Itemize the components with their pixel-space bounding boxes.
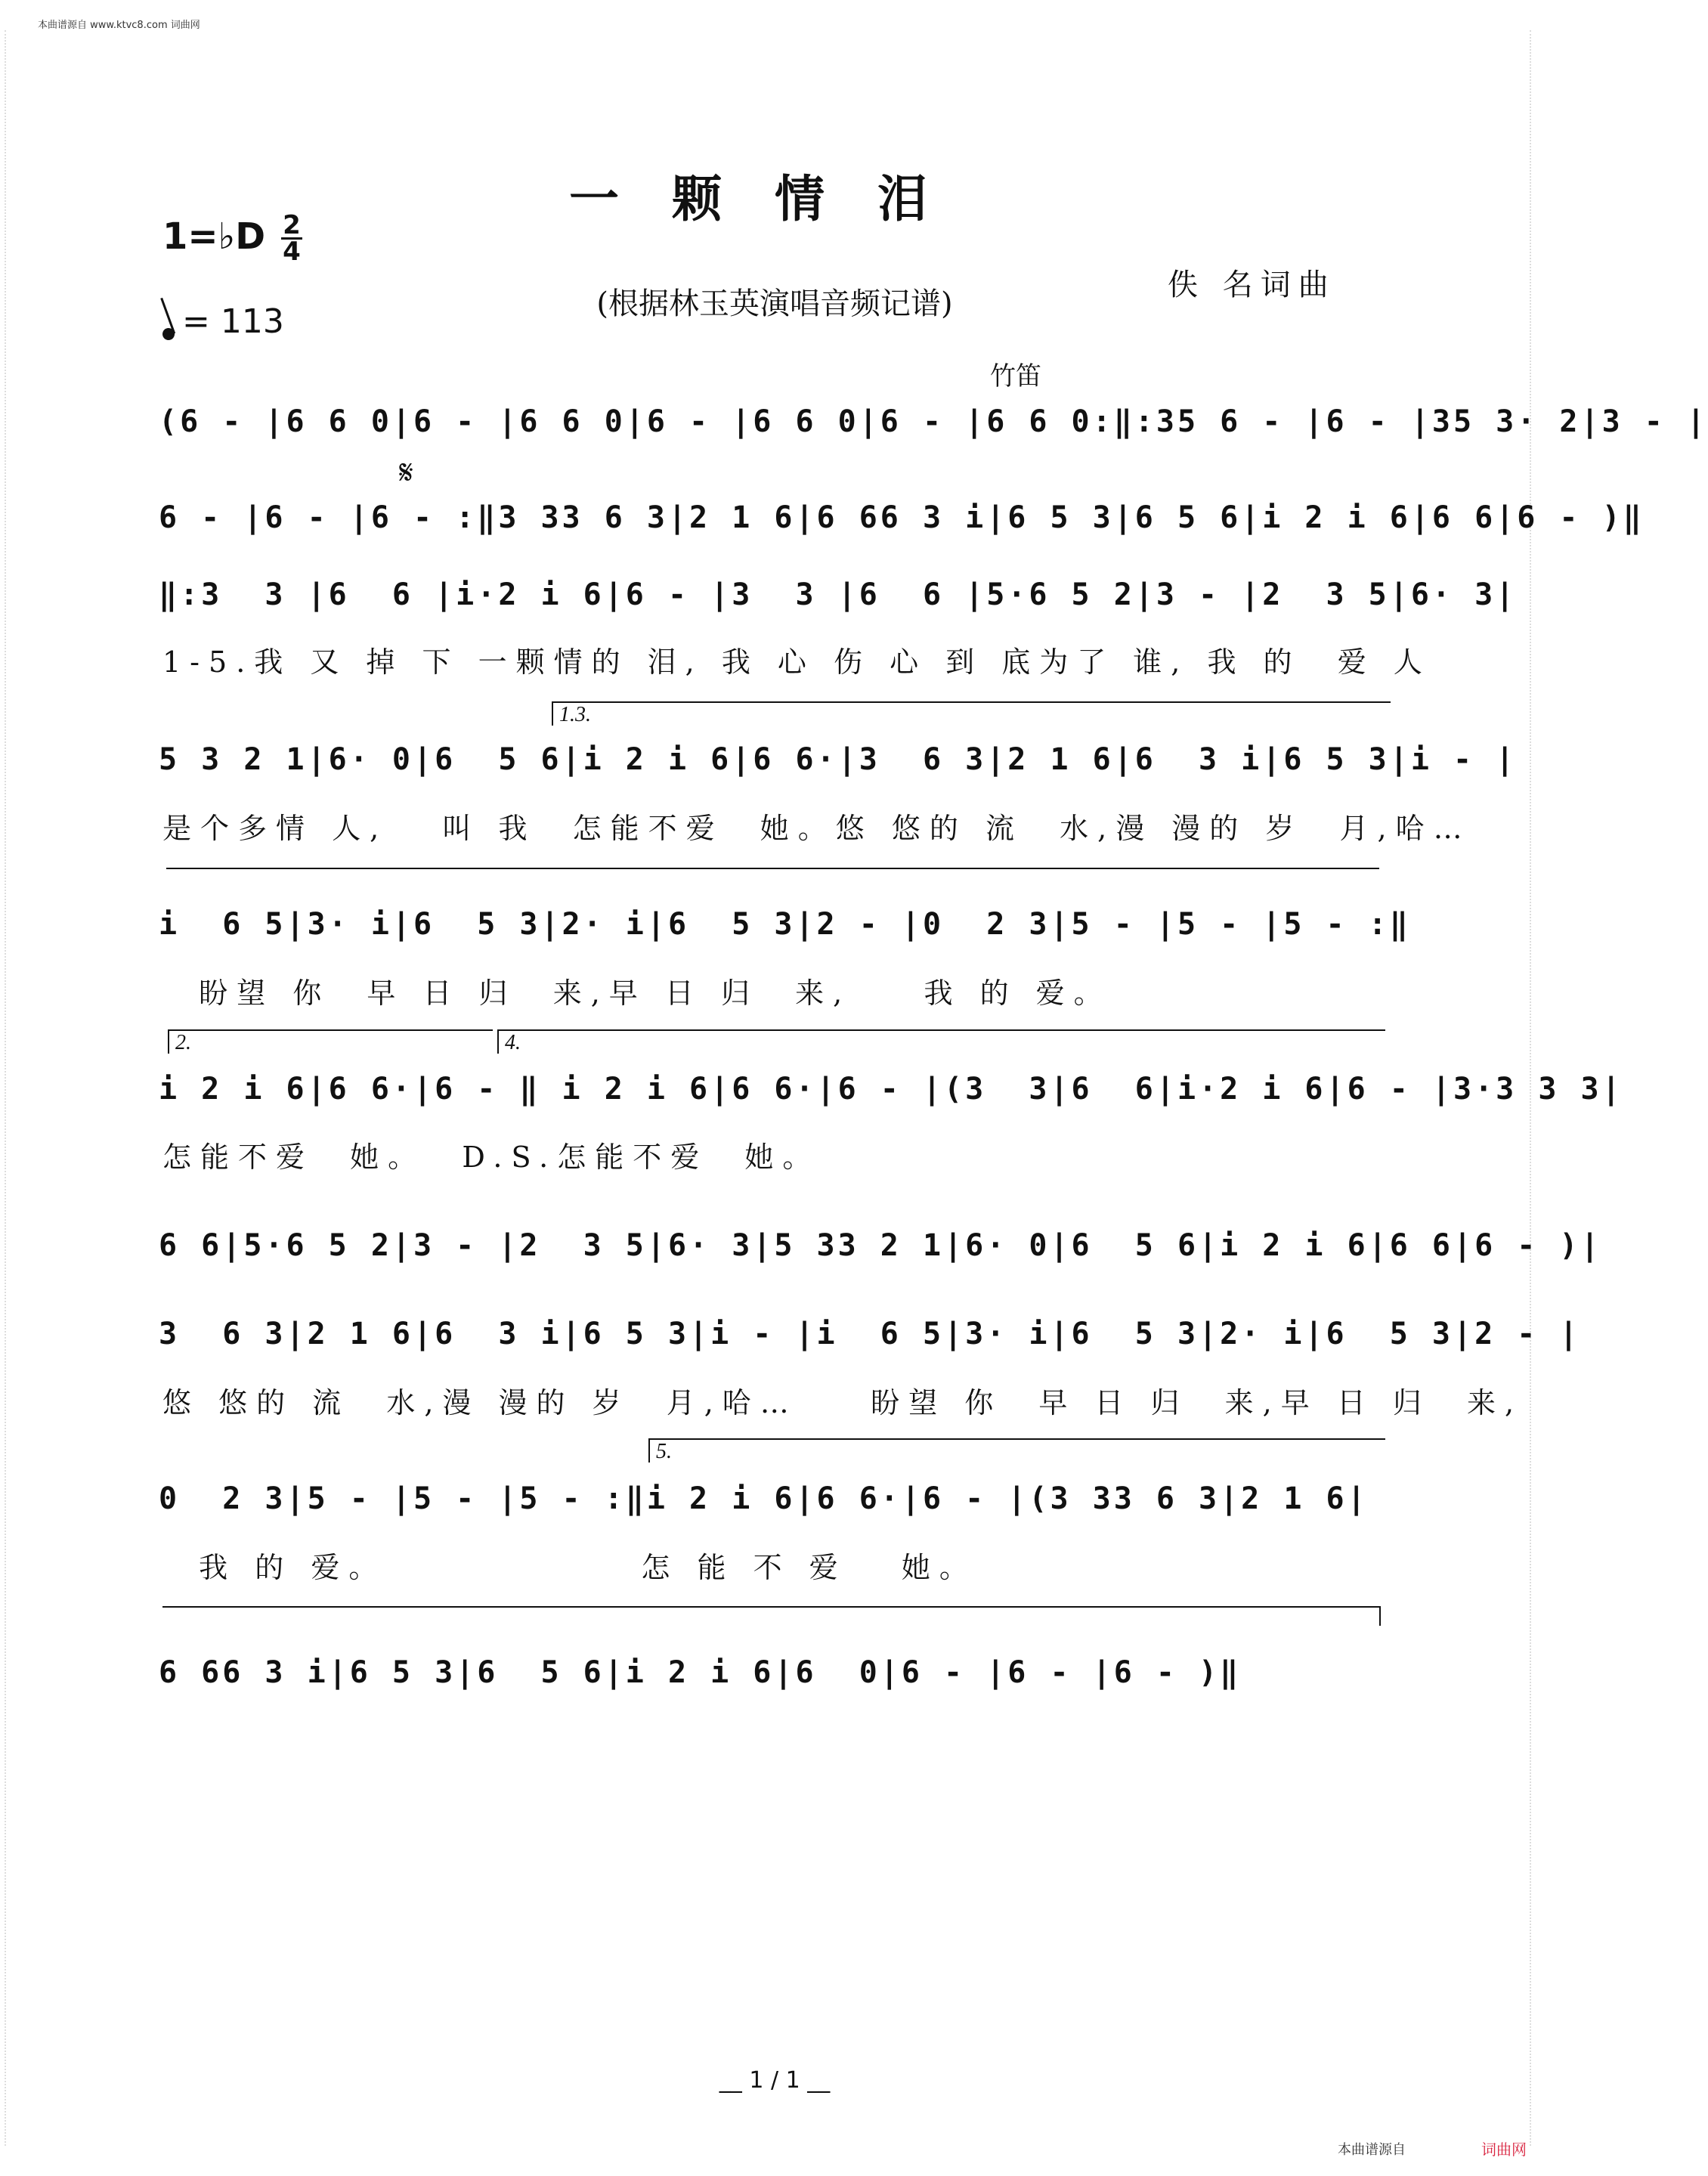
author-credit: 佚 名词曲 — [1168, 268, 1336, 302]
score-row: ‖:3 3 |6 6 |i·2 i 6|6 - |3 3 |6 6 |5·6 5 2|3 - |2 3 5|6· 3| — [159, 577, 1518, 612]
subtitle: (根据林玉英演唱音频记谱) — [596, 286, 953, 321]
volta-bracket: 2. — [168, 1029, 493, 1054]
score-row: i 6 5|3· i|6 5 3|2· i|6 5 3|2 - |0 2 3|5 - |5 - |5 - :‖ — [159, 907, 1411, 942]
page-title: 一颗情泪 — [569, 169, 980, 228]
lyrics-line: 是个多情 人, 叫 我 怎能不爱 她。悠 悠的 流 水,漫 漫的 岁 月,哈… — [162, 812, 1471, 845]
instrument-label: 竹笛 — [990, 362, 1041, 391]
volta-bracket-continuation — [162, 1606, 1381, 1626]
score-row: 3 6 3|2 1 6|6 3 i|6 5 3|i - |i 6 5|3· i|6 5 3|2· i|6 5 3|2 - | — [159, 1317, 1581, 1351]
score-row: 0 2 3|5 - |5 - |5 - :‖i 2 i 6|6 6·|6 - |(3 33 6 3|2 1 6| — [159, 1481, 1369, 1516]
time-top: 2 — [283, 210, 301, 240]
lyrics-line: 悠 悠的 流 水,漫 漫的 岁 月,哈… 盼望 你 早 日 归 来,早 日 归 来, — [162, 1386, 1524, 1419]
volta-bracket: 1.3. — [552, 701, 1391, 726]
quarter-note-icon — [161, 327, 177, 342]
score-row: (6 - |6 6 0|6 - |6 6 0|6 - |6 6 0|6 - |6 6 0:‖:35 6 - |6 - |35 3· 2|3 - | — [159, 404, 1708, 439]
lyrics-line: 我 的 爱。 怎 能 不 爱 她。 — [162, 1551, 977, 1584]
score-row: 6 - |6 - |6 - :‖3 33 6 3|2 1 6|6 66 3 i|6 5 3|6 5 6|i 2 i 6|6 6|6 - )‖ — [159, 500, 1645, 535]
source-footer: 本曲谱源自 — [1338, 2142, 1406, 2158]
volta-bracket: 5. — [648, 1438, 1385, 1463]
key-signature: 1=♭D — [162, 215, 266, 258]
lyrics-line: 1-5.我 又 掉 下 一颗情的 泪, 我 心 伤 心 到 底为了 谁, 我 的 爱 人 — [162, 645, 1431, 679]
score-row: 6 66 3 i|6 5 3|6 5 6|i 2 i 6|6 0|6 - |6 - |6 - )‖ — [159, 1655, 1242, 1690]
brand-logo-text: 词曲网 — [1481, 2140, 1527, 2159]
page-number: __ 1 / 1 __ — [719, 2067, 831, 2094]
tempo-value: = 113 — [182, 302, 284, 341]
score-row: 6 6|5·6 5 2|3 - |2 3 5|6· 3|5 33 2 1|6· 0|6 5 6|i 2 i 6|6 6|6 - )| — [159, 1228, 1602, 1263]
lyrics-line: 盼望 你 早 日 归 来,早 日 归 来, 我 的 爱。 — [162, 977, 1112, 1010]
score-row: 5 3 2 1|6· 0|6 5 6|i 2 i 6|6 6·|3 6 3|2 1 6|6 3 i|6 5 3|i - | — [159, 742, 1518, 777]
time-signature — [281, 210, 302, 267]
volta-bracket: 4. — [497, 1029, 1385, 1054]
left-border-strip — [5, 30, 20, 2146]
source-header: 本曲谱源自 www.ktvc8.com 词曲网 — [38, 20, 200, 31]
lyrics-line: 怎能不爱 她。 D.S.怎能不爱 她。 — [162, 1141, 821, 1174]
volta-bracket-continuation — [166, 868, 1379, 887]
time-bottom: 4 — [283, 237, 301, 267]
score-row: i 2 i 6|6 6·|6 - ‖ i 2 i 6|6 6·|6 - |(3 3|6 6|i·2 i 6|6 - |3·3 3 3| — [159, 1072, 1623, 1107]
segno-icon: 𝄋 — [399, 453, 413, 492]
